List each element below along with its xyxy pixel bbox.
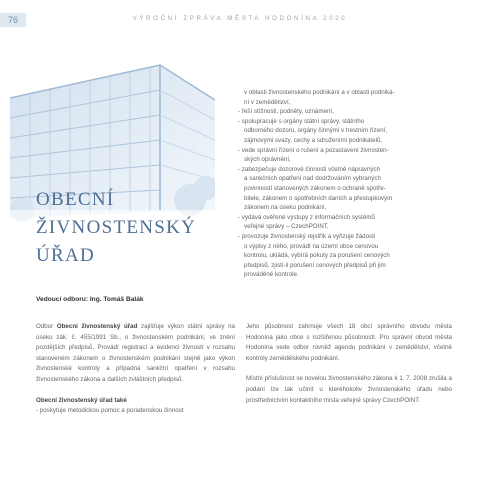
duty-line: zákonem na úseku podnikání, xyxy=(244,204,327,212)
duties-list xyxy=(238,88,470,280)
title-line: OBECNÍ xyxy=(36,189,115,210)
page-number: 76 xyxy=(0,13,26,27)
duty-line: odborného dozoru, orgány činnými v trestním řízení, xyxy=(244,127,388,135)
duty-line: ských oprávnění, xyxy=(244,156,291,164)
left-column xyxy=(36,322,235,417)
also-heading xyxy=(36,396,235,407)
right-column xyxy=(246,322,452,406)
duty-line: předpisů, zjistí-li porušení cenových předpisů při jim xyxy=(244,261,386,269)
jurisdiction-paragraph: Místní příslušnost se novelou živnostenského zákona k 1. 7. 2008 zrušila a podání lze tak učinit u kteréhokoliv živnostenského úřadu nebo prostřednictvím kontaktního místa veřejné správy CzechPOINT. xyxy=(246,375,452,404)
duty-line: kontrolu, ukládá, vybírá pokuty za porušení cenových xyxy=(244,252,390,260)
also-heading-text: Obecní živnostenský úřad také xyxy=(36,396,127,404)
duty-line: prováděné kontrole. xyxy=(244,271,299,279)
page-title xyxy=(36,186,226,270)
duty-line: bitele, zákonem o spotřebních daních a přestupkovým xyxy=(244,194,393,202)
running-header: VÝROČNÍ ZPRÁVA MĚSTA HODONÍNA 2020 xyxy=(132,15,348,22)
duty-line: - spolupracuje s orgány státní správy, státního xyxy=(238,117,470,127)
duty-line: - zabezpečuje dozorové činnosti včetně nápravných xyxy=(238,165,470,175)
also-first-item: - poskytuje metodickou pomoc a poradenskou činnost xyxy=(36,407,184,415)
title-line: ŽIVNOSTENSKÝ xyxy=(36,217,197,238)
title-line: ÚŘAD xyxy=(36,245,96,266)
duty-line: - vydává ověřené výstupy z informačních systémů xyxy=(238,213,470,223)
duty-line: - řeší stížnosti, podněty, oznámení, xyxy=(238,107,470,117)
duty-line: o výpisy z něho, provádí na území obce cenovou xyxy=(244,242,379,250)
duty-line: - provozuje živnostenský rejstřík a vyřizuje žádosti xyxy=(238,232,470,242)
duty-line: v oblasti živnostenského podnikání a v oblasti podniká- xyxy=(244,89,395,96)
duty-line: a sankčních opatření nad dodržováním vybraných xyxy=(244,175,381,183)
duty-line: ní v zemědělství, xyxy=(244,98,291,106)
duty-line: povinností stanovených zákonem o ochraně spotře- xyxy=(244,184,386,192)
duty-line: veřejné správy – CzechPOINT, xyxy=(244,223,329,231)
duty-line: - vede správní řízení o rušení a pozastavení živnosten- xyxy=(238,146,470,156)
intro-text: zajišťuje výkon státní správy na úseku zák. č. 455/1991 Sb., o živnostenském podnikání, ve znění pozdějších předpisů. Provádí registraci a evidenci živností v rozsahu stanoveném zákonem o živnostenském podnikání stejně jako výkon živnostenské kontroly a případná sankční opatření v rozsahu živnostenského zákona a dalších zvláštních předpisů. xyxy=(36,323,235,383)
department-head: Vedoucí odboru: Ing. Tomáš Balák xyxy=(36,296,144,303)
scope-paragraph: Jeho působnost zahrnuje všech 18 obcí správního obvodu města Hodonína jako obce s rozšířenou působností. Pro správní obvod města Hodonína vede odbor rovněž agendu podnikání v zemědělství, včetně kontroly zemědělského podnikání. xyxy=(246,323,452,362)
duty-line: zájmovými svazy, cechy a sdruženími podnikatelů, xyxy=(244,136,383,144)
intro-paragraph xyxy=(36,322,235,386)
intro-bold: Obecní živnostenský úřad xyxy=(56,323,138,330)
intro-prefix: Odbor xyxy=(36,323,57,330)
